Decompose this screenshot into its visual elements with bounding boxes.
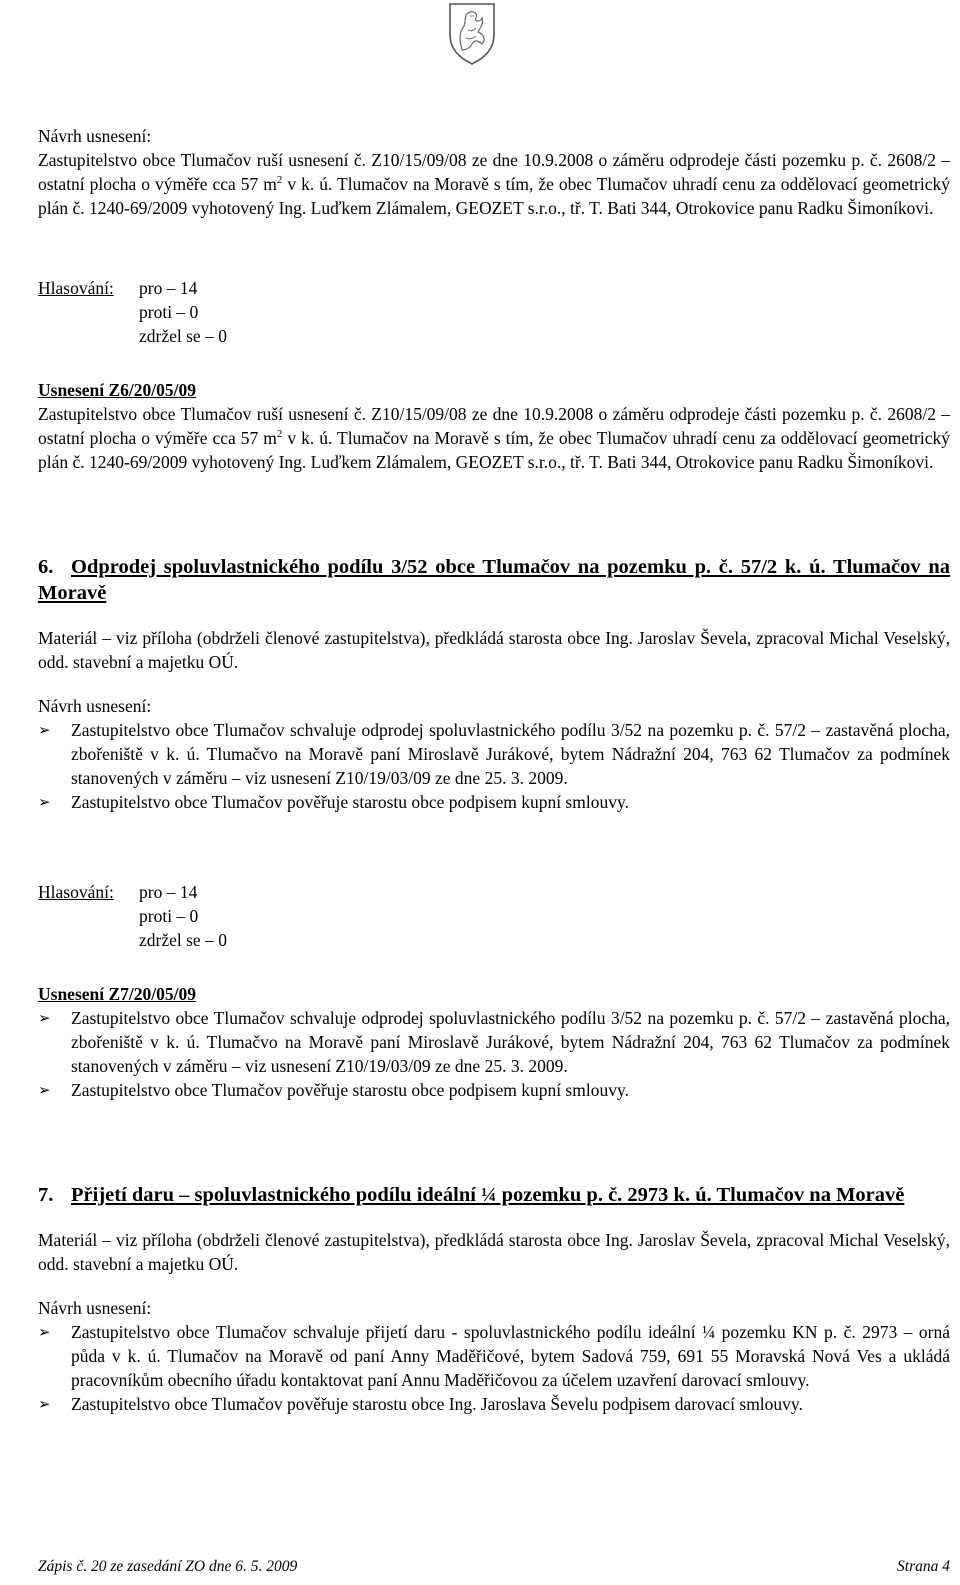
list-item: ➢ Zastupitelstvo obce Tlumačov pověřuje starostu obce podpisem kupní smlouvy.: [38, 1080, 629, 1100]
resolution-text: Zastupitelstvo obce Tlumačov ruší usnesení č. Z10/15/09/08 ze dne 10.9.2008 o záměru odprodeje části pozemku p. č. 2608/2 – ostatní plocha o výměře cca 57 $m^2$ v k. ú. Tlumačov na Moravě s tím, že obec Tlumačov uhradí cenu za oddělovací geometrický plán č. 1240-69/2009 vyhotovený Ing. Luďkem Zlámalem, GEOZET s.r.o., tř. T. Bati 344, Otrokovice panu Radku Šimoníkovi.: [38, 404, 950, 472]
municipal-coat-of-arms-logo: [444, 0, 500, 66]
footer-page-number: Strana 4: [897, 1558, 950, 1575]
footer-minutes-ref: Zápis č. 20 ze zasedání ZO dne 6. 5. 2009: [38, 1558, 298, 1575]
arrow-bullet-icon: ➢: [38, 1081, 51, 1099]
arrow-bullet-icon: ➢: [38, 1395, 51, 1413]
section-title: Přijetí daru – spoluvlastnického podílu ideální ¼ pozemku p. č. 2973 k. ú. Tlumačov na Moravě: [71, 1184, 905, 1206]
intro-text: Zastupitelstvo obce Tlumačov ruší usnesení č. Z10/15/09/08 ze dne 10.9.2008 o záměru odprodeje části pozemku p. č. 2608/2 – ostatní plocha o výměře cca 57 $m^2$ v k. ú. Tlumačov na Moravě s tím, že obec Tlumačov uhradí cenu za oddělovací geometrický plán č. 1240-69/2009 vyhotovený Ing. Luďkem Zlámalem, GEOZET s.r.o., tř. T. Bati 344, Otrokovice panu Radku Šimoníkovi.: [38, 150, 950, 218]
arrow-bullet-icon: ➢: [38, 793, 51, 811]
resolution-7: [38, 982, 950, 1102]
section-navrh-label: Návrh usnesení:: [38, 1298, 152, 1318]
vote-pro: pro – 14: [139, 278, 198, 298]
section-number: 6.: [38, 556, 54, 578]
vote-block-2: [38, 880, 950, 952]
list-item: ➢ Zastupitelstvo obce Tlumačov schvaluje odprodej spoluvlastnického podílu 3/52 na pozemku p. č. 57/2 – zastavěná plocha, zbořeniště v k. ú. Tlumačvo na Moravě paní Miroslavě Jurákové, bytem Nádražní 204, 763 62 Tlumačov za podmínek stanovených v záměru – viz usnesení Z10/19/03/09 ze dne 25. 3. 2009.: [38, 720, 950, 788]
vote-zdrzel: zdržel se – 0: [139, 326, 227, 346]
vote-block-1: [38, 276, 950, 348]
vote-label: Hlasování:: [38, 882, 114, 902]
vote-proti: proti – 0: [139, 906, 199, 926]
arrow-bullet-icon: ➢: [38, 721, 51, 739]
list-item: ➢ Zastupitelstvo obce Tlumačov pověřuje starostu obce Ing. Jaroslava Ševelu podpisem darovací smlouvy.: [38, 1394, 803, 1414]
intro-navrh-label: Návrh usnesení:: [38, 126, 152, 146]
resolution-title: Usnesení Z7/20/05/09: [38, 984, 197, 1004]
section-6: [38, 554, 950, 814]
section-heading: [38, 1182, 950, 1208]
vote-proti: proti – 0: [139, 302, 199, 322]
section-title: Odprodej spoluvlastnického podílu 3/52 obce Tlumačov na pozemku p. č. 57/2 k. ú. Tlumačov na Moravě: [38, 556, 950, 604]
proposal-list: [38, 1320, 950, 1416]
section-number: 7.: [38, 1184, 54, 1206]
vote-zdrzel: zdržel se – 0: [139, 930, 227, 950]
list-item: ➢ Zastupitelstvo obce Tlumačov schvaluje přijetí daru - spoluvlastnického podílu ideální ¼ pozemku KN p. č. 2973 – orná půda v k. ú. Tlumačov na Moravě od paní Anny Maděřičové, bytem Sadová 759, 691 55 Moravská Nová Ves a ukládá pracovníkům obecního úřadu kontaktovat paní Annu Maděřičovou za účelem uzavření darovací smlouvy.: [38, 1322, 950, 1390]
list-item: ➢ Zastupitelstvo obce Tlumačov schvaluje odprodej spoluvlastnického podílu 3/52 na pozemku p. č. 57/2 – zastavěná plocha, zbořeniště v k. ú. Tlumačvo na Moravě paní Miroslavě Jurákové, bytem Nádražní 204, 763 62 Tlumačov za podmínek stanovených v záměru – viz usnesení Z10/19/03/09 ze dne 25. 3. 2009.: [38, 1008, 950, 1076]
resolution-title: Usnesení Z6/20/05/09: [38, 380, 197, 400]
intro-block: [38, 124, 950, 220]
resolution-6: [38, 378, 950, 474]
section-navrh-label: Návrh usnesení:: [38, 696, 152, 716]
list-item: ➢ Zastupitelstvo obce Tlumačov pověřuje starostu obce podpisem kupní smlouvy.: [38, 792, 629, 812]
vote-label: Hlasování:: [38, 278, 114, 298]
section-7: [38, 1182, 950, 1416]
arrow-bullet-icon: ➢: [38, 1323, 51, 1341]
page-footer: [38, 1558, 950, 1576]
section-material: Materiál – viz příloha (obdrželi členové zastupitelstva), předkládá starosta obce Ing. Jaroslav Ševela, zpracoval Michal Veselský, odd. stavební a majetku OÚ.: [38, 628, 950, 672]
proposal-list: [38, 718, 950, 814]
section-heading: [38, 554, 950, 606]
vote-pro: pro – 14: [139, 882, 198, 902]
section-material: Materiál – viz příloha (obdrželi členové zastupitelstva), předkládá starosta obce Ing. Jaroslav Ševela, zpracoval Michal Veselský, odd. stavební a majetku OÚ.: [38, 1230, 950, 1274]
arrow-bullet-icon: ➢: [38, 1009, 51, 1027]
resolution-list: [38, 1006, 950, 1102]
